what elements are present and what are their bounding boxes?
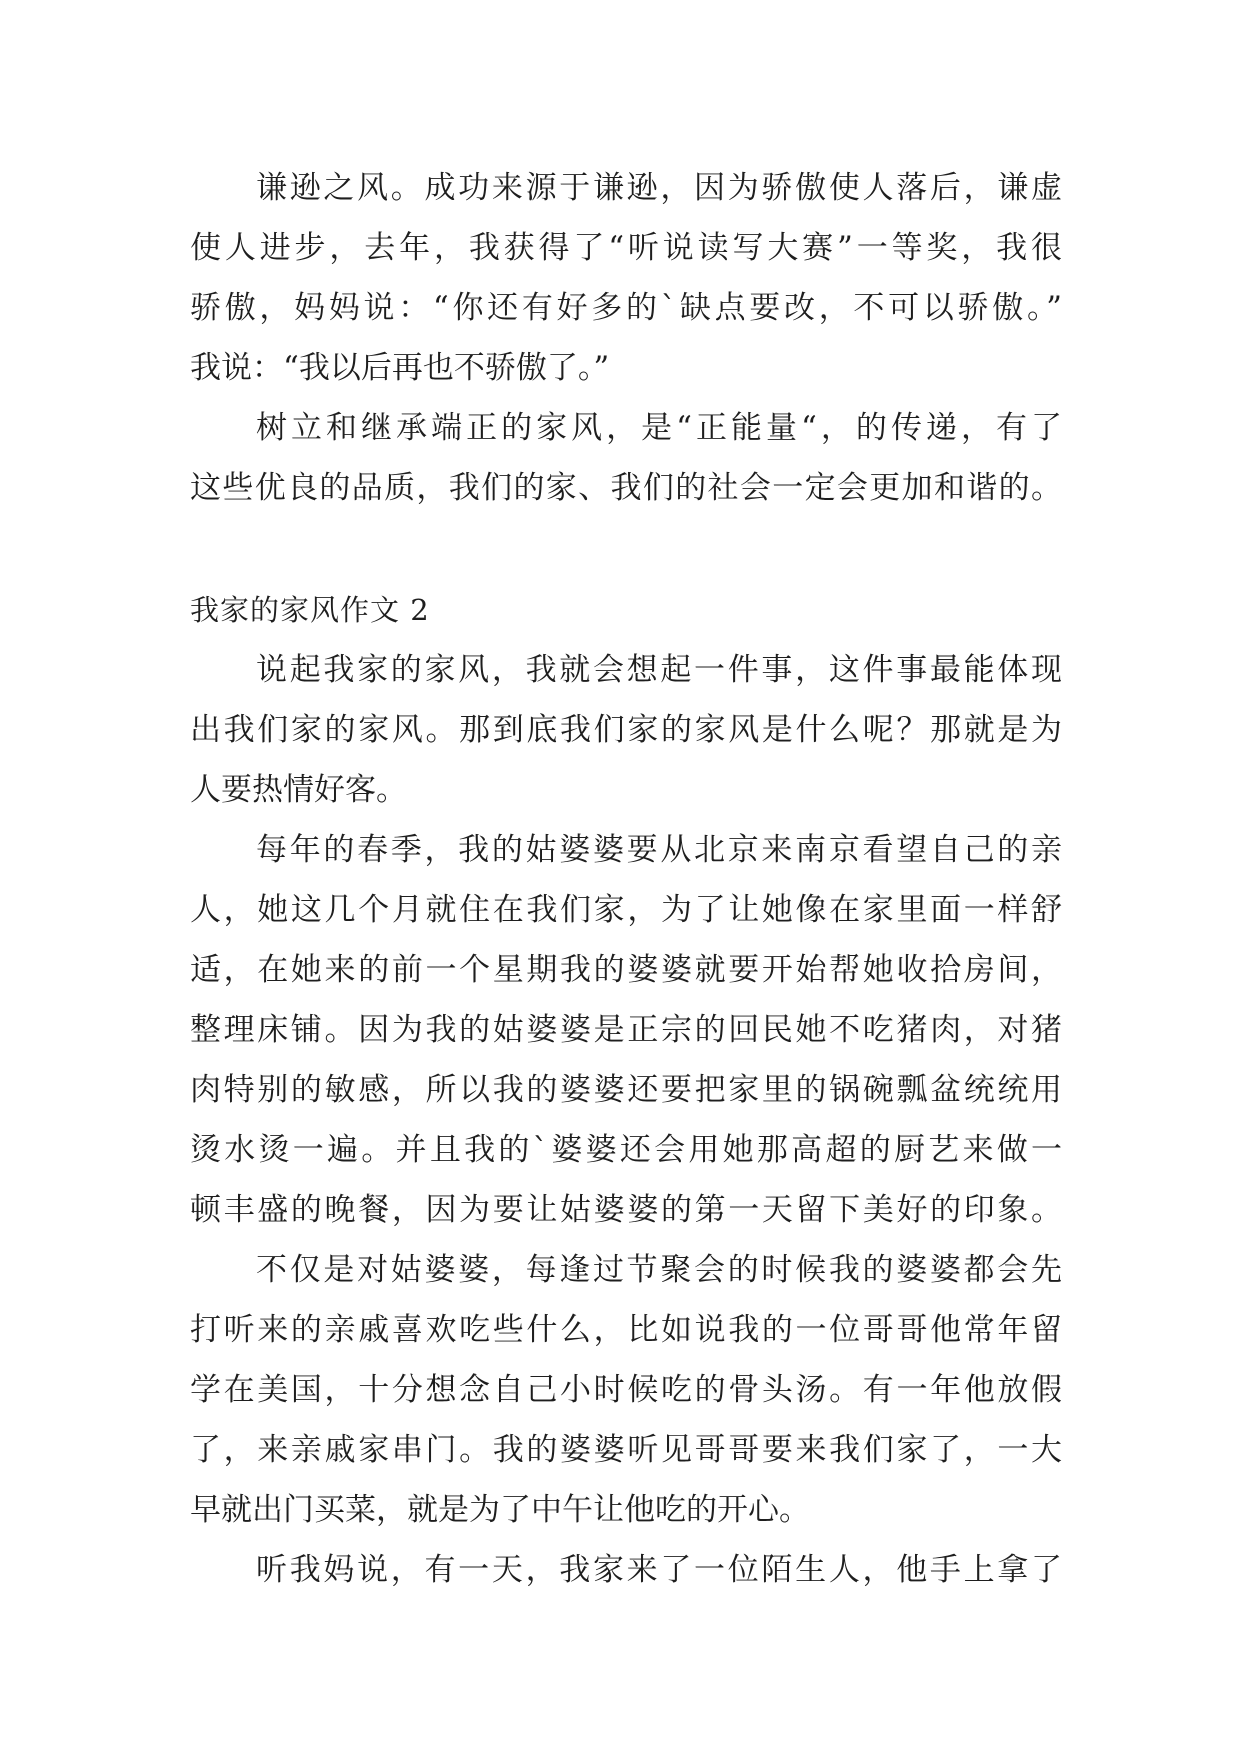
- text-line: 人，她这几个月就住在我们家，为了让她像在家里面一样舒: [190, 892, 1062, 928]
- text-line: 不仅是对姑婆婆，每逢过节聚会的时候我的婆婆都会先: [256, 1252, 1062, 1288]
- text-line: 我说：“我以后再也不骄傲了。”: [190, 350, 610, 386]
- paragraph: [190, 1540, 1062, 1600]
- paragraph: [190, 640, 1062, 820]
- document-body: [190, 158, 1062, 1600]
- text-line: 学在美国，十分想念自己小时候吃的骨头汤。有一年他放假: [190, 1372, 1062, 1408]
- text-line: 使人进步，去年，我获得了“听说读写大赛”一等奖，我很: [190, 230, 1062, 266]
- paragraph: [190, 158, 1062, 398]
- text-line: 人要热情好客。: [190, 772, 407, 808]
- text-line: 说起我家的家风，我就会想起一件事，这件事最能体现: [256, 652, 1062, 688]
- text-line: 听我妈说，有一天，我家来了一位陌生人，他手上拿了: [256, 1552, 1062, 1588]
- text-line: 谦逊之风。成功来源于谦逊，因为骄傲使人落后，谦虚: [256, 170, 1062, 206]
- text-line: 顿丰盛的晚餐，因为要让姑婆婆的第一天留下美好的印象。: [190, 1192, 1062, 1228]
- text-line: 早就出门买菜，就是为了中午让他吃的开心。: [190, 1492, 810, 1528]
- section-spacer: [190, 518, 1062, 580]
- paragraph: [190, 820, 1062, 1240]
- text-line: 打听来的亲戚喜欢吃些什么，比如说我的一位哥哥他常年留: [190, 1312, 1062, 1348]
- text-line: 肉特别的敏感，所以我的婆婆还要把家里的锅碗瓢盆统统用: [190, 1072, 1062, 1108]
- paragraph: [190, 398, 1062, 518]
- text-line: 出我们家的家风。那到底我们家的家风是什么呢？那就是为: [190, 712, 1062, 748]
- text-line: 树立和继承端正的家风，是“正能量“，的传递，有了: [256, 410, 1062, 446]
- text-line: 这些优良的品质，我们的家、我们的社会一定会更加和谐的。: [190, 470, 1062, 506]
- text-line: 每年的春季，我的姑婆婆要从北京来南京看望自己的亲: [256, 832, 1062, 868]
- section-title: 我家的家风作文 2: [190, 593, 430, 627]
- text-line: 骄傲，妈妈说：“你还有好多的`缺点要改，不可以骄傲。”: [190, 290, 1062, 326]
- text-line: 适，在她来的前一个星期我的婆婆就要开始帮她收拾房间，: [190, 952, 1062, 988]
- paragraph: [190, 1240, 1062, 1540]
- text-line: 烫水烫一遍。并且我的`婆婆还会用她那高超的厨艺来做一: [190, 1132, 1062, 1168]
- text-line: 了，来亲戚家串门。我的婆婆听见哥哥要来我们家了，一大: [190, 1432, 1062, 1468]
- text-line: 整理床铺。因为我的姑婆婆是正宗的回民她不吃猪肉，对猪: [190, 1012, 1062, 1048]
